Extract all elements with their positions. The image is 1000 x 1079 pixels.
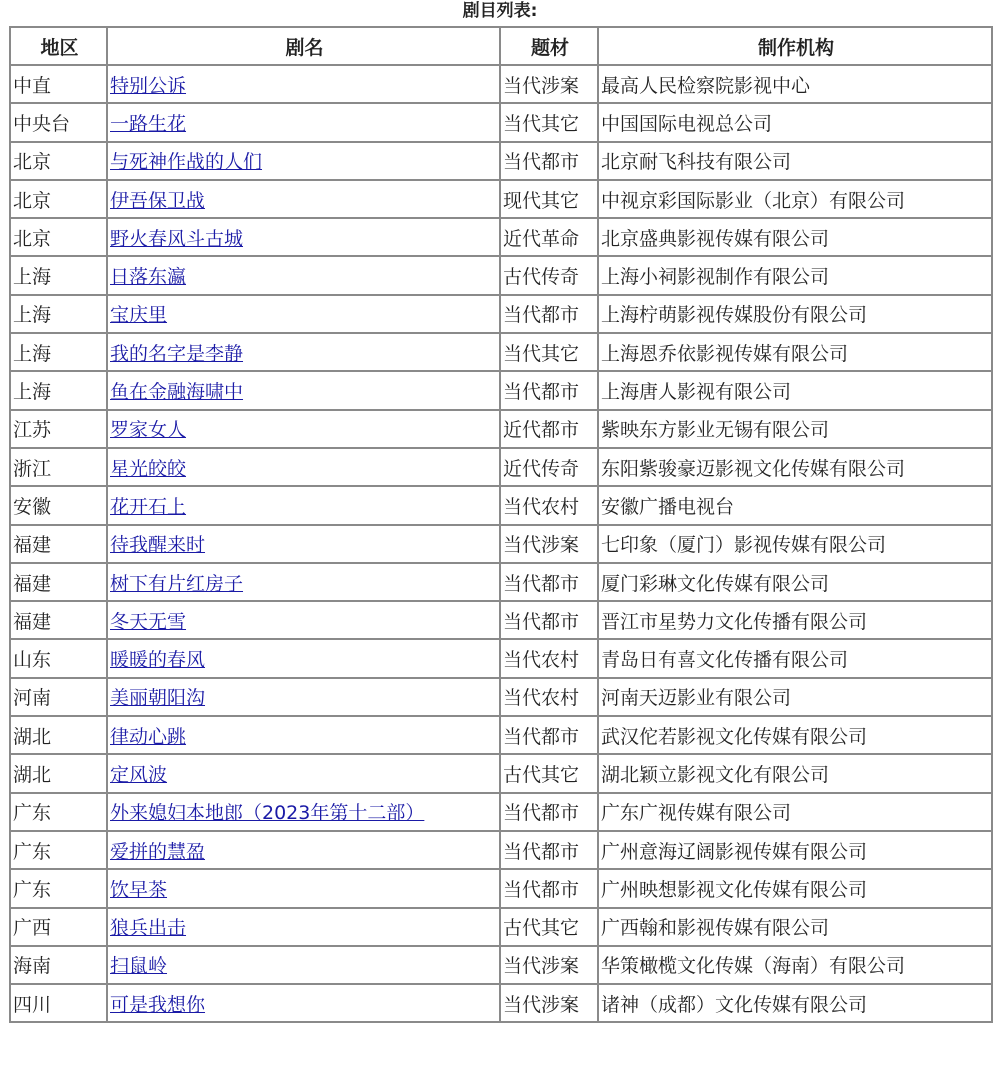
region-cell: 上海 bbox=[10, 256, 107, 294]
drama-title-cell bbox=[107, 180, 500, 218]
producer-cell: 中视京彩国际影业（北京）有限公司 bbox=[598, 180, 992, 218]
table-row bbox=[10, 793, 992, 831]
region-cell: 四川 bbox=[10, 984, 107, 1022]
region-cell: 湖北 bbox=[10, 754, 107, 792]
producer-cell: 厦门彩琳文化传媒有限公司 bbox=[598, 563, 992, 601]
table-row bbox=[10, 678, 992, 716]
producer-cell: 上海柠萌影视传媒股份有限公司 bbox=[598, 295, 992, 333]
genre-cell: 当代涉案 bbox=[500, 65, 598, 103]
drama-title-link[interactable]: 待我醒来时 bbox=[110, 534, 206, 557]
header-genre: 题材 bbox=[500, 27, 598, 65]
drama-title-link[interactable]: 饮早茶 bbox=[110, 878, 168, 901]
table-title: 剧目列表: bbox=[462, 1, 538, 21]
drama-title-link[interactable]: 一路生花 bbox=[110, 112, 187, 135]
genre-cell: 当代农村 bbox=[500, 639, 598, 677]
region-cell: 北京 bbox=[10, 142, 107, 180]
table-row bbox=[10, 716, 992, 754]
table-row bbox=[10, 180, 992, 218]
producer-cell: 诸神（成都）文化传媒有限公司 bbox=[598, 984, 992, 1022]
region-cell: 湖北 bbox=[10, 716, 107, 754]
table-row bbox=[10, 601, 992, 639]
region-cell: 广西 bbox=[10, 908, 107, 946]
region-cell: 广东 bbox=[10, 793, 107, 831]
drama-title-link[interactable]: 特别公诉 bbox=[110, 74, 187, 97]
region-cell: 北京 bbox=[10, 218, 107, 256]
region-cell: 江苏 bbox=[10, 410, 107, 448]
region-cell: 浙江 bbox=[10, 448, 107, 486]
genre-cell: 古代其它 bbox=[500, 754, 598, 792]
table-row bbox=[10, 371, 992, 409]
drama-title-cell bbox=[107, 716, 500, 754]
drama-title-cell bbox=[107, 678, 500, 716]
drama-title-link[interactable]: 暖暖的春风 bbox=[110, 649, 206, 672]
drama-title-link[interactable]: 星光皎皎 bbox=[110, 457, 187, 480]
drama-title-cell bbox=[107, 601, 500, 639]
drama-title-cell bbox=[107, 103, 500, 141]
genre-cell: 近代都市 bbox=[500, 410, 598, 448]
genre-cell: 古代其它 bbox=[500, 908, 598, 946]
producer-cell: 广东广视传媒有限公司 bbox=[598, 793, 992, 831]
table-row bbox=[10, 65, 992, 103]
drama-title-cell bbox=[107, 142, 500, 180]
genre-cell: 当代都市 bbox=[500, 371, 598, 409]
drama-title-cell bbox=[107, 486, 500, 524]
table-row bbox=[10, 410, 992, 448]
drama-title-cell bbox=[107, 218, 500, 256]
genre-cell: 当代都市 bbox=[500, 869, 598, 907]
drama-title-link[interactable]: 罗家女人 bbox=[110, 419, 187, 442]
genre-cell: 当代都市 bbox=[500, 793, 598, 831]
table-row bbox=[10, 142, 992, 180]
producer-cell: 紫映东方影业无锡有限公司 bbox=[598, 410, 992, 448]
genre-cell: 当代都市 bbox=[500, 563, 598, 601]
genre-cell: 当代其它 bbox=[500, 103, 598, 141]
producer-cell: 华策橄榄文化传媒（海南）有限公司 bbox=[598, 946, 992, 984]
genre-cell: 当代都市 bbox=[500, 295, 598, 333]
drama-title-cell bbox=[107, 256, 500, 294]
drama-title-cell bbox=[107, 946, 500, 984]
drama-title-link[interactable]: 可是我想你 bbox=[110, 993, 206, 1016]
producer-cell: 七印象（厦门）影视传媒有限公司 bbox=[598, 525, 992, 563]
drama-title-link[interactable]: 树下有片红房子 bbox=[110, 572, 244, 595]
drama-title-link[interactable]: 冬天无雪 bbox=[110, 610, 187, 633]
producer-cell: 上海恩乔依影视传媒有限公司 bbox=[598, 333, 992, 371]
genre-cell: 当代涉案 bbox=[500, 984, 598, 1022]
header-region: 地区 bbox=[10, 27, 107, 65]
genre-cell: 当代都市 bbox=[500, 142, 598, 180]
table-row bbox=[10, 256, 992, 294]
table-row bbox=[10, 486, 992, 524]
table-row bbox=[10, 984, 992, 1022]
producer-cell: 中国国际电视总公司 bbox=[598, 103, 992, 141]
producer-cell: 安徽广播电视台 bbox=[598, 486, 992, 524]
table-row bbox=[10, 946, 992, 984]
drama-title-link[interactable]: 野火春风斗古城 bbox=[110, 227, 244, 250]
drama-title-cell bbox=[107, 984, 500, 1022]
region-cell: 福建 bbox=[10, 525, 107, 563]
table-row bbox=[10, 218, 992, 256]
drama-title-cell bbox=[107, 410, 500, 448]
drama-title-link[interactable]: 鱼在金融海啸中 bbox=[110, 381, 244, 404]
region-cell: 山东 bbox=[10, 639, 107, 677]
producer-cell: 湖北颖立影视文化有限公司 bbox=[598, 754, 992, 792]
region-cell: 安徽 bbox=[10, 486, 107, 524]
producer-cell: 晋江市星势力文化传播有限公司 bbox=[598, 601, 992, 639]
region-cell: 中央台 bbox=[10, 103, 107, 141]
drama-title-cell bbox=[107, 754, 500, 792]
drama-title-link[interactable]: 定风波 bbox=[110, 763, 168, 786]
producer-cell: 上海小祠影视制作有限公司 bbox=[598, 256, 992, 294]
drama-title-cell bbox=[107, 65, 500, 103]
table-row bbox=[10, 448, 992, 486]
drama-title-link[interactable]: 花开石上 bbox=[110, 495, 187, 518]
table-row bbox=[10, 295, 992, 333]
table-row bbox=[10, 754, 992, 792]
region-cell: 上海 bbox=[10, 295, 107, 333]
drama-title-link[interactable]: 外来媳妇本地郎（2023年第十二部） bbox=[110, 802, 425, 825]
genre-cell: 当代都市 bbox=[500, 831, 598, 869]
producer-cell: 北京盛典影视传媒有限公司 bbox=[598, 218, 992, 256]
producer-cell: 最高人民检察院影视中心 bbox=[598, 65, 992, 103]
genre-cell: 当代其它 bbox=[500, 333, 598, 371]
drama-title-link[interactable]: 狼兵出击 bbox=[110, 917, 187, 940]
region-cell: 福建 bbox=[10, 601, 107, 639]
drama-title-cell bbox=[107, 563, 500, 601]
header-title: 剧名 bbox=[107, 27, 500, 65]
region-cell: 上海 bbox=[10, 371, 107, 409]
producer-cell: 东阳紫骏豪迈影视文化传媒有限公司 bbox=[598, 448, 992, 486]
genre-cell: 古代传奇 bbox=[500, 256, 598, 294]
table-row bbox=[10, 525, 992, 563]
genre-cell: 当代都市 bbox=[500, 716, 598, 754]
drama-title-link[interactable]: 我的名字是李静 bbox=[110, 342, 244, 365]
drama-title-link[interactable]: 爱拼的慧盈 bbox=[110, 840, 206, 863]
region-cell: 北京 bbox=[10, 180, 107, 218]
drama-title-link[interactable]: 宝庆里 bbox=[110, 304, 168, 327]
producer-cell: 广州意海辽阔影视传媒有限公司 bbox=[598, 831, 992, 869]
region-cell: 广东 bbox=[10, 869, 107, 907]
drama-title-cell bbox=[107, 908, 500, 946]
producer-cell: 武汉佗若影视文化传媒有限公司 bbox=[598, 716, 992, 754]
genre-cell: 当代涉案 bbox=[500, 946, 598, 984]
table-row bbox=[10, 639, 992, 677]
table-row bbox=[10, 908, 992, 946]
drama-title-cell bbox=[107, 371, 500, 409]
drama-list-table bbox=[9, 26, 993, 1023]
drama-title-cell bbox=[107, 793, 500, 831]
drama-title-cell bbox=[107, 831, 500, 869]
drama-title-cell bbox=[107, 525, 500, 563]
genre-cell: 当代都市 bbox=[500, 601, 598, 639]
region-cell: 上海 bbox=[10, 333, 107, 371]
table-header-row bbox=[10, 27, 992, 65]
genre-cell: 当代农村 bbox=[500, 678, 598, 716]
producer-cell: 青岛日有喜文化传播有限公司 bbox=[598, 639, 992, 677]
region-cell: 广东 bbox=[10, 831, 107, 869]
table-row bbox=[10, 831, 992, 869]
drama-title-link[interactable]: 律动心跳 bbox=[110, 725, 187, 748]
drama-title-link[interactable]: 伊吾保卫战 bbox=[110, 189, 206, 212]
table-row bbox=[10, 333, 992, 371]
drama-title-link[interactable]: 美丽朝阳沟 bbox=[110, 687, 206, 710]
drama-title-cell bbox=[107, 869, 500, 907]
header-producer: 制作机构 bbox=[598, 27, 992, 65]
drama-title-cell bbox=[107, 448, 500, 486]
genre-cell: 当代涉案 bbox=[500, 525, 598, 563]
drama-title-cell bbox=[107, 295, 500, 333]
table-row bbox=[10, 869, 992, 907]
drama-title-link[interactable]: 与死神作战的人们 bbox=[110, 151, 263, 174]
producer-cell: 河南天迈影业有限公司 bbox=[598, 678, 992, 716]
producer-cell: 北京耐飞科技有限公司 bbox=[598, 142, 992, 180]
region-cell: 福建 bbox=[10, 563, 107, 601]
genre-cell: 现代其它 bbox=[500, 180, 598, 218]
table-row bbox=[10, 103, 992, 141]
drama-title-cell bbox=[107, 639, 500, 677]
genre-cell: 近代革命 bbox=[500, 218, 598, 256]
genre-cell: 当代农村 bbox=[500, 486, 598, 524]
producer-cell: 上海唐人影视有限公司 bbox=[598, 371, 992, 409]
genre-cell: 近代传奇 bbox=[500, 448, 598, 486]
drama-title-link[interactable]: 扫鼠岭 bbox=[110, 955, 168, 978]
table-row bbox=[10, 563, 992, 601]
region-cell: 河南 bbox=[10, 678, 107, 716]
region-cell: 中直 bbox=[10, 65, 107, 103]
producer-cell: 广西翰和影视传媒有限公司 bbox=[598, 908, 992, 946]
drama-title-cell bbox=[107, 333, 500, 371]
drama-title-link[interactable]: 日落东瀛 bbox=[110, 266, 187, 289]
region-cell: 海南 bbox=[10, 946, 107, 984]
producer-cell: 广州映想影视文化传媒有限公司 bbox=[598, 869, 992, 907]
